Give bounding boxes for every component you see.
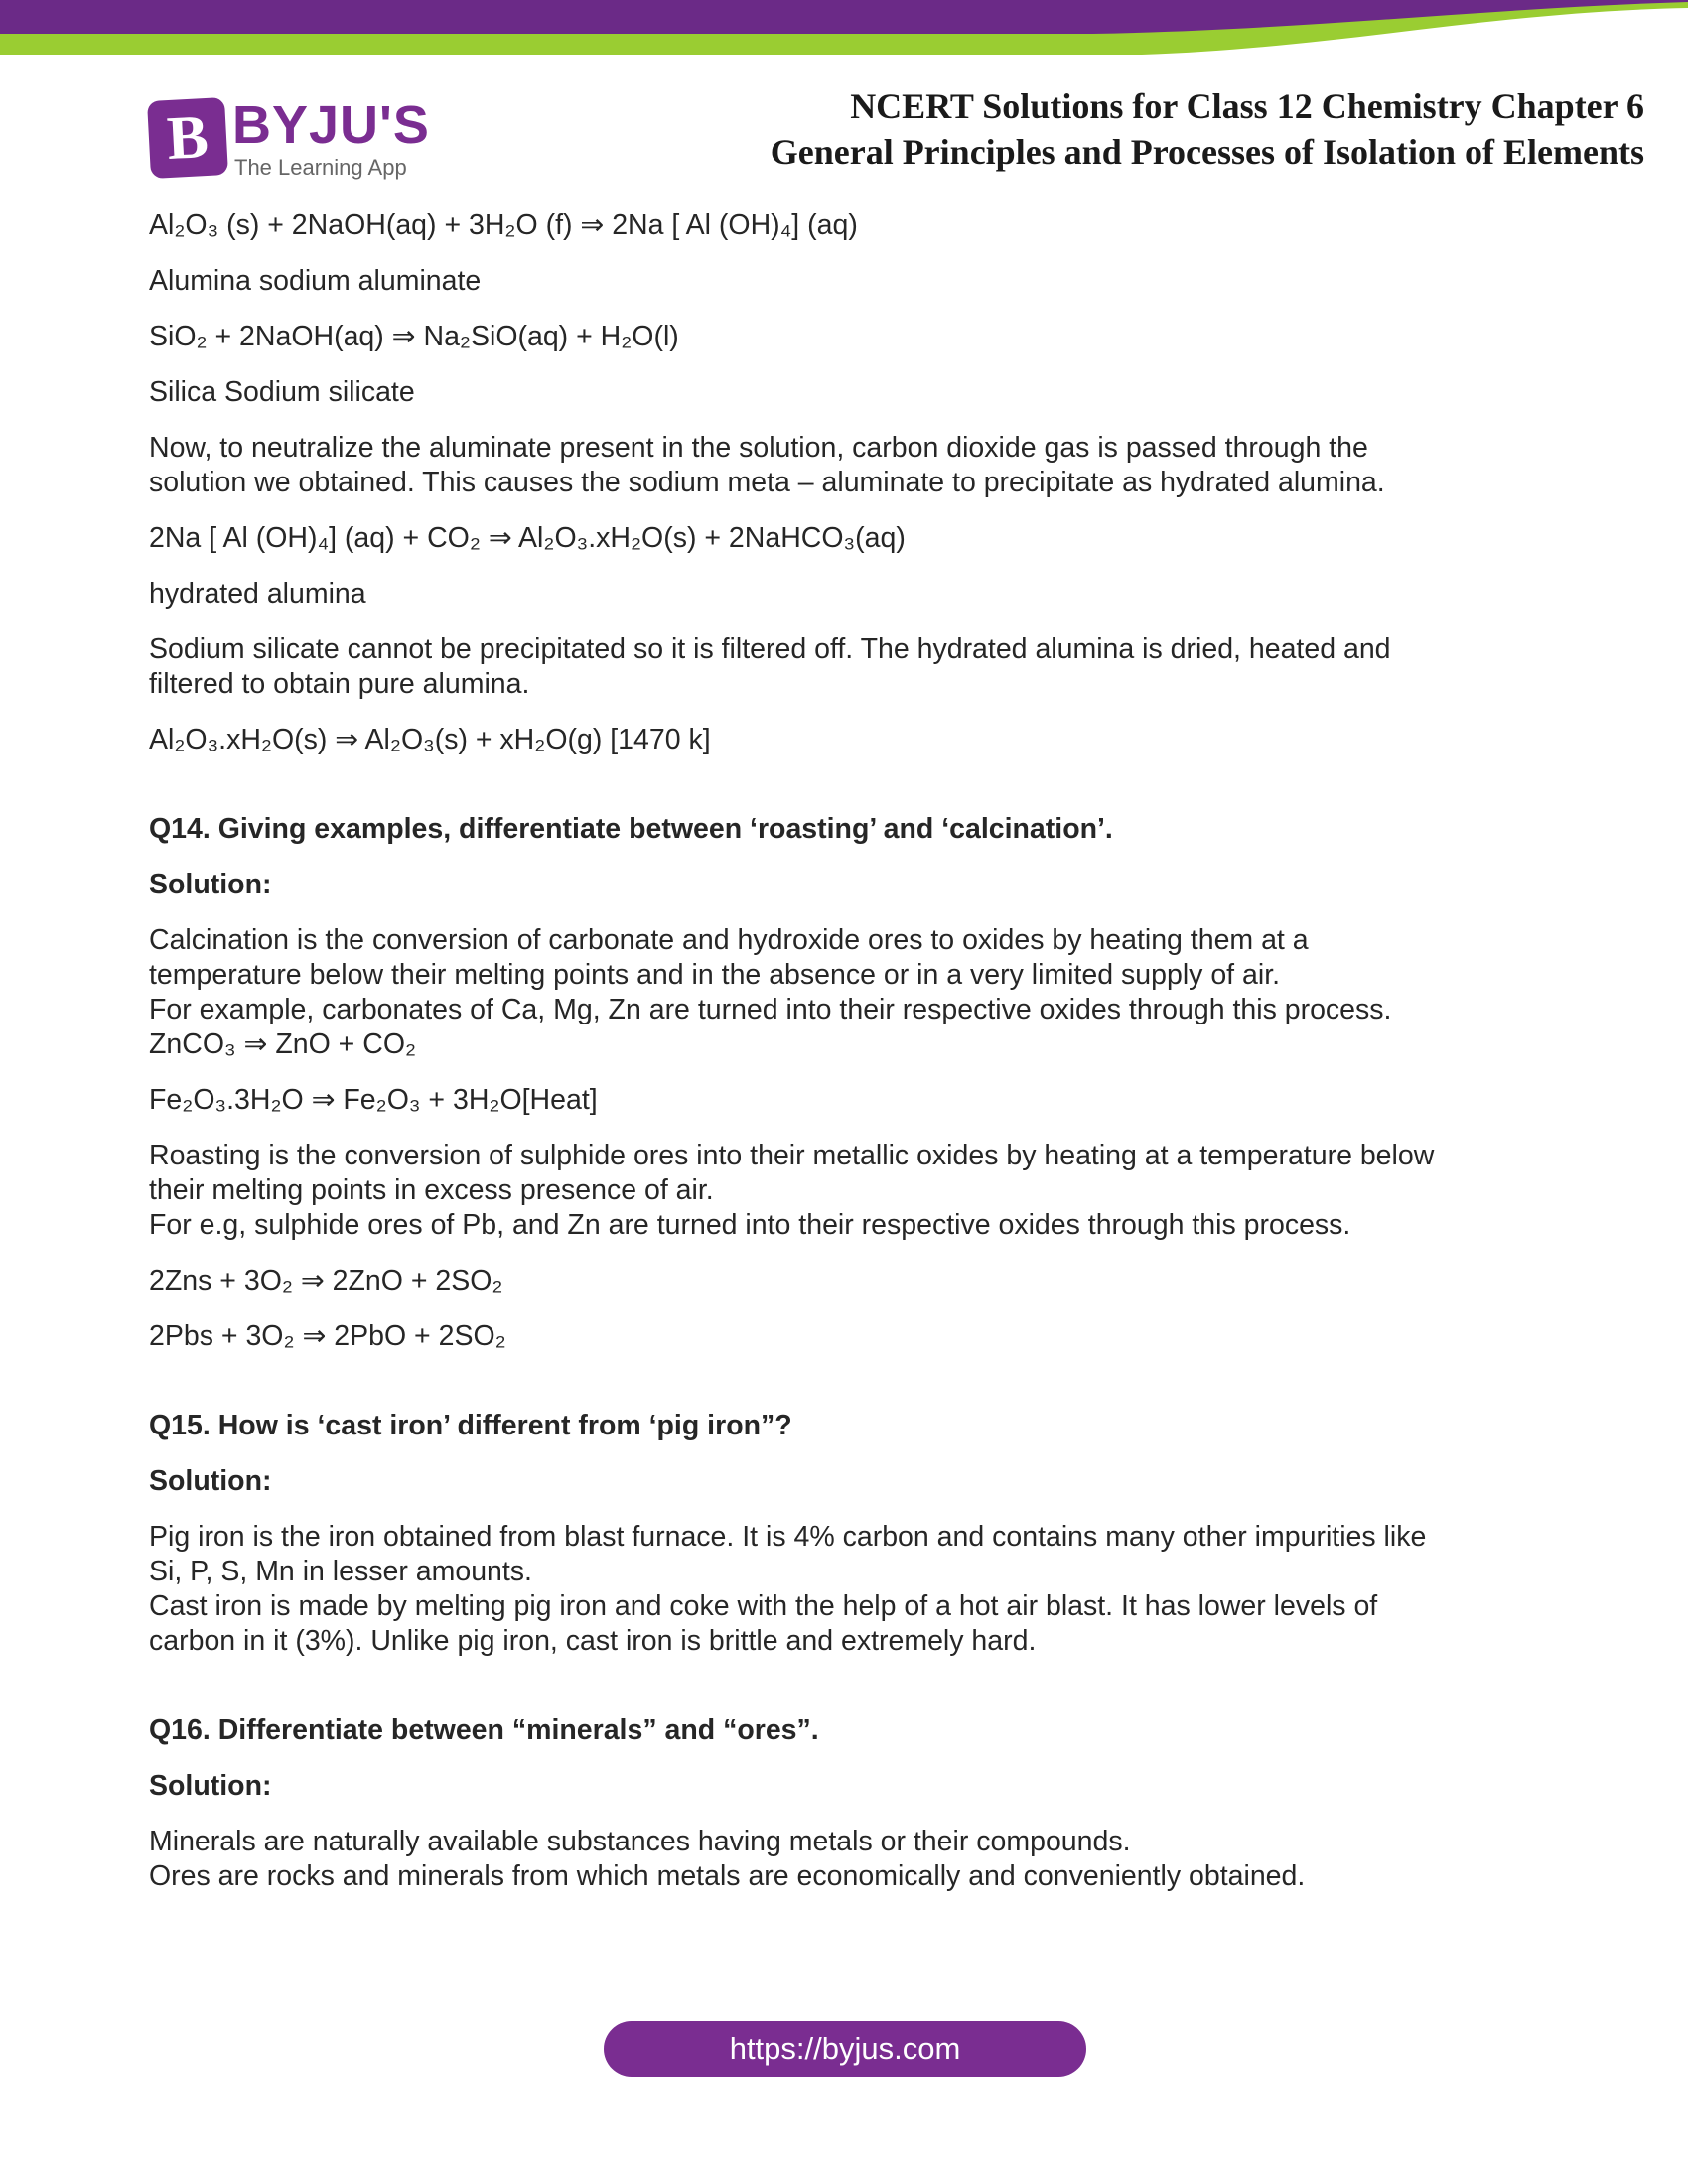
solution-label: Solution: bbox=[149, 869, 272, 900]
question-heading: Q14. Giving examples, differentiate between ‘roasting’ and ‘calcination’. bbox=[149, 813, 1113, 845]
logo-tagline: The Learning App bbox=[234, 155, 407, 180]
equation: Al₂O₃ (s) + 2NaOH(aq) + 3H₂O (f) ⇒ 2Na [ Al (OH)₄] (aq) bbox=[149, 209, 858, 241]
website-link-button[interactable]: https://byjus.com bbox=[604, 2021, 1086, 2077]
title-line-2: General Principles and Processes of Isolation of Elements bbox=[770, 132, 1644, 172]
equation-label: Alumina sodium aluminate bbox=[149, 265, 482, 297]
question-heading: Q16. Differentiate between “minerals” and “ores”. bbox=[149, 1714, 819, 1746]
document-title bbox=[771, 83, 1644, 175]
paragraph: Now, to neutralize the aluminate present in the solution, carbon dioxide gas is passed through the solution we obtained. This causes the sodium meta – aluminate to precipitate as hydrated alumina. bbox=[149, 432, 1385, 498]
logo-wordmark: BYJU'S bbox=[232, 95, 430, 155]
equation-label: Silica Sodium silicate bbox=[149, 376, 415, 408]
equation-label: hydrated alumina bbox=[149, 578, 366, 610]
title-line-1: NCERT Solutions for Class 12 Chemistry Chapter 6 bbox=[850, 86, 1644, 126]
paragraph: Calcination is the conversion of carbonate and hydroxide ores to oxides by heating them at a temperature below their melting points and in the absence or in a very limited supply of air. For example, carbonates of Ca, Mg, Zn are turned into their respective oxides through this process. ZnCO₃ ⇒ ZnO + CO₂ bbox=[149, 924, 1392, 1060]
solution-label: Solution: bbox=[149, 1770, 272, 1802]
paragraph: Sodium silicate cannot be precipitated so it is filtered off. The hydrated alumina is dried, heated and filtered to obtain pure alumina. bbox=[149, 633, 1391, 700]
equation: Al₂O₃.xH₂O(s) ⇒ Al₂O₃(s) + xH₂O(g) [1470 k] bbox=[149, 724, 711, 755]
equation: SiO₂ + 2NaOH(aq) ⇒ Na₂SiO(aq) + H₂O(l) bbox=[149, 321, 679, 352]
logo-mark-icon: B bbox=[147, 97, 228, 179]
top-banner bbox=[0, 0, 1688, 60]
equation: 2Na [ Al (OH)₄] (aq) + CO₂ ⇒ Al₂O₃.xH₂O(s) + 2NaHCO₃(aq) bbox=[149, 522, 906, 554]
equation: 2Zns + 3O₂ ⇒ 2ZnO + 2SO₂ bbox=[149, 1265, 503, 1297]
paragraph: Minerals are naturally available substances having metals or their compounds. Ores are rocks and minerals from which metals are economically and conveniently obtained. bbox=[149, 1826, 1306, 1892]
solution-label: Solution: bbox=[149, 1465, 272, 1497]
document-body bbox=[149, 208, 1539, 1915]
question-heading: Q15. How is ‘cast iron’ different from ‘pig iron”? bbox=[149, 1410, 792, 1441]
byjus-logo bbox=[149, 97, 447, 182]
equation: 2Pbs + 3O₂ ⇒ 2PbO + 2SO₂ bbox=[149, 1320, 506, 1352]
paragraph: Pig iron is the iron obtained from blast furnace. It is 4% carbon and contains many other impurities like Si, P, S, Mn in lesser amounts. Cast iron is made by melting pig iron and coke with the help of a hot air blast. It has lower levels of carbon in it (3%). Unlike pig iron, cast iron is brittle and extremely hard. bbox=[149, 1521, 1427, 1657]
paragraph: Roasting is the conversion of sulphide ores into their metallic oxides by heating at a temperature below their melting points in excess presence of air. For e.g, sulphide ores of Pb, and Zn are turned into their respective oxides through this process. bbox=[149, 1140, 1435, 1241]
equation: Fe₂O₃.3H₂O ⇒ Fe₂O₃ + 3H₂O[Heat] bbox=[149, 1084, 598, 1116]
page-header bbox=[0, 79, 1688, 199]
